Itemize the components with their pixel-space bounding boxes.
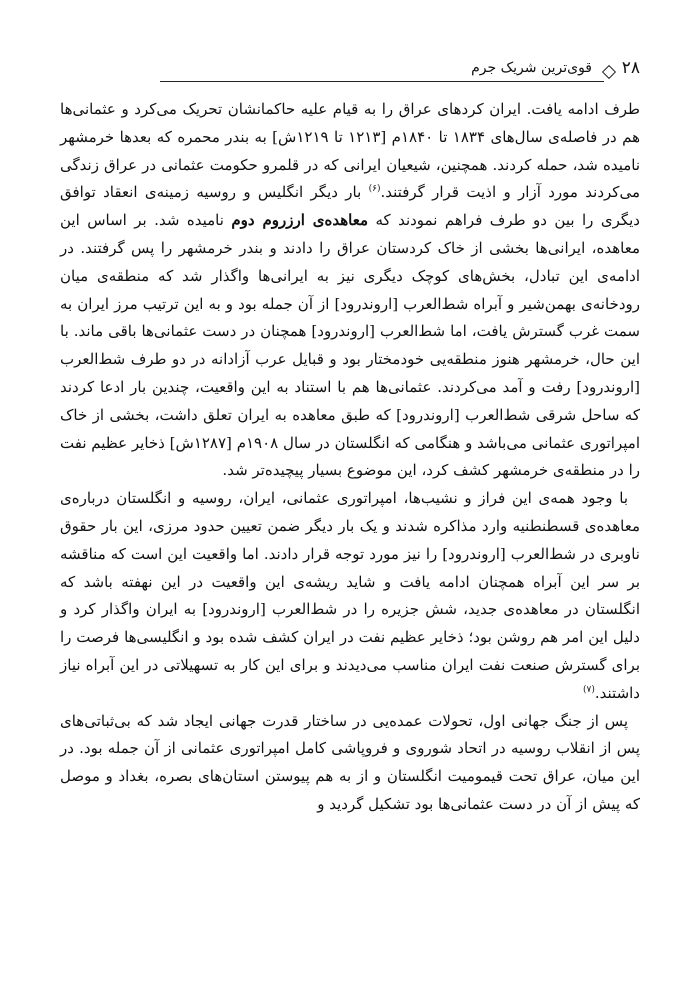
body-text [60,96,640,819]
paragraph-3-text: پس از جنگ جهانی اول، تحولات عمده‌یی در ساختار قدرت جهانی ایجاد شد که بی‌ثباتی‌های پس از انقلاب روسیه در اتحاد شوروی و فروپاشی کامل امپراتوری عثمانی از آن جمله بود. در این میان، عراق تحت قیمومیت انگلستان و از به هم پیوستن استان‌های بصره، بغداد و موصل که پیش از آن در دست عثمانی‌ها بود تشکیل گردید و [60,711,640,813]
running-title: قوی‌ترین شریک جرم [471,60,592,76]
treaty-name-bold: معاهده‌ی ارزروم دوم [231,211,368,230]
page-header [160,50,640,90]
header-rule [160,81,604,82]
paragraph-3 [60,708,640,819]
paragraph-1-text-c: نامیده شد. بر اساس این معاهده، ایرانی‌ها بخشی از خاک کردستان عراق را دادند و بندر خرمشهر را پس گرفتند. در ادامه‌ی این تبادل، بخش‌های کوچک دیگری نیز به ایرانی‌ها واگذار شد که منطقه‌ی میان رودخانه‌ی بهمن‌شیر و آبراه شط‌العرب [اروندرود] از آن جمله بود و به این ترتیب مرز ایران به سمت غرب گسترش یافت، اما شط‌العرب [اروندرود] همچنان در دست عثمانی‌ها باقی ماند. با این حال، خرمشهر هنوز منطقه‌یی خودمختار بود و قبایل عرب آزادانه در دو طرف شط‌العرب [اروندرود] رفت و آمد می‌کردند. عثمانی‌ها هم با استناد به این واقعیت، چندین بار ادعا کردند که ساحل شرقی شط‌العرب [اروندرود] که طبق معاهده به ایران تعلق داشت، بخشی از خاک امپراتوری عثمانی می‌باشد و هنگامی که انگلستان در سال ۱۹۰۸م [۱۲۸۷ش] ذخایر عظیم نفت را در منطقه‌ی خرمشهر کشف کرد، این موضوع بسیار پیچیده‌تر شد. [60,211,640,480]
page-number: ۲۸ [621,58,640,78]
paragraph-2 [60,485,640,707]
diamond-ornament-icon [602,65,616,79]
footnote-ref-6: (۶) [368,184,381,195]
paragraph-1-text-a: طرف ادامه یافت. ایران کردهای عراق را به قیام علیه حاکمانشان تحریک می‌کرد و عثمانی‌ها هم در فاصله‌ی سال‌های ۱۸۳۴ تا ۱۸۴۰م [۱۲۱۳ تا ۱۲۱۹ش] به بندر محمره که بعدها خرمشهر نامیده شد، حمله کردند. همچنین، شیعیان ایرانی که در قلمرو حکومت عثمانی در عراق زندگی می‌کردند مورد آزار و اذیت قرار گرفتند. [60,100,641,202]
paragraph-1-text-b: بار دیگر انگلیس و روسیه زمینه‌ی انعقاد توافق دیگری را بین دو طرف فراهم نمودند که [60,183,640,230]
paragraph-2-text: با وجود همه‌ی این فراز و نشیب‌ها، امپراتوری عثمانی، ایران، روسیه و انگلستان درباره‌ی معاهده‌ی قسطنطنیه وارد مذاکره شدند و یک بار دیگر ضمن تعیین حدود مرزی، این بار حقوق ناوبری در شط‌العرب [اروندرود] را نیز مورد توجه قرار دادند. اما واقعیت این است که مناقشه بر سر این آبراه همچنان ادامه یافت و شاید ریشه‌ی این واقعیت در این نهفته باشد که انگلستان در معاهده‌ی جدید، شش جزیره را در شط‌العرب [اروندرود] به ایران واگذار کرد و دلیل این امر هم روشن بود؛ ذخایر عظیم نفت در ایران کشف شده بود و انگلیسی‌ها فرصت را برای گسترش صنعت نفت ایران مناسب می‌دیدند و برای این کار به تسهیلاتی در این آبراه نیاز داشتند. [60,489,640,702]
paragraph-1 [60,96,640,485]
footnote-ref-7: (۷) [583,684,595,695]
